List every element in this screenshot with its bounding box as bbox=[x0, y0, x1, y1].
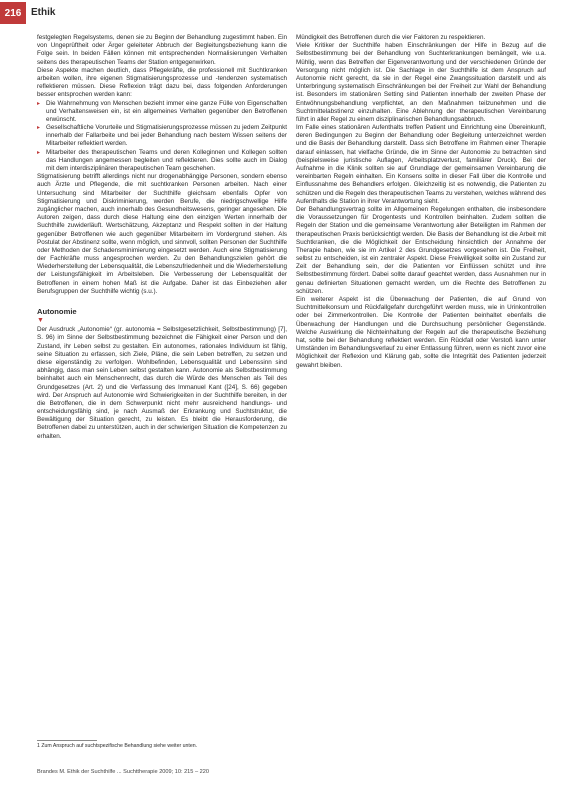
paragraph: Mündigkeit des Betroffenen durch die vier Faktoren zu respektieren. bbox=[296, 34, 486, 41]
paragraph: Viele Kritiker der Suchthilfe haben Einschränkungen der Hilfe in Bezug auf die Selbstbestimmung bei der Behandlung von Suchterkrankungen bemängelt, wie u.a. Mühlig, wenn das Betreffen der Eigenverantwortung und der verschiedenen Gründe der Versorgung nicht möglich ist. Die Sachlage in der Suchthilfe ist dem Anspruch auf Autonomie nicht gerecht, da sie in der Regel eine Zwangssituation darstellt und als Unterbringung systematisch Einschränkungen bei der Freiheit zur Wahl der Behandlung ist. Besonders im stationären Setting sind Patienten innerhalb der zweiten Phase der Entwöhnungsbehandlung verpflichtet, an den Maßnahmen teilzunehmen und die Suchtmittelabstinenz einzuhalten. Eine Ablehnung der therapeutischen Vereinbarung führt in aller Regel zu einem disziplinarischen Behandlungsabbruch. bbox=[296, 42, 546, 123]
paragraph: Stigmatisierung betrifft allerdings nicht nur drogenabhängige Personen, sondern ebenso auch Ärzte und Pflegende, die mit suchtkranken Personen arbeiten. Nach einer Untersuchung sind Mitarbeiter der Suchthilfe gleichsam ebenfalls Opfer von Stigmatisierung und Diskriminierung, werden Berufe, die niedrigschwellige Hilfe zugänglicher machen, auch innerhalb des Gesundheitswesens, geringer angesehen. Die Autoren zeigen, dass durch diese Haltung eine den einzigen Werten innerhalb der Suchthilfe zuwiderläuft. Wertschätzung, Akzeptanz und Respekt sollten in der Haltung gegenüber Betroffenen wie auch gegenüber Mitarbeitern im Vordergrund stehen. Als Postulat der Abstinenz sollte, wenn möglich, und sinnvoll, sollten Personen der Suchthilfe oder Methoden der Schadensminimierung eingesetzt werden. Auch eine Stigmatisierung der Fachkräfte muss angesprochen werden. Zu den Behandlungszielen gehört die Wiederherstellung der Lebensqualität, die Lebenszufriedenheit und die Wiederherstellung der Leistungsfähigkeit im Arbeitsleben. Die Verbesserung der Lebensqualität der Betroffenen in einem hohen Maß ist die Aufgabe. Daher ist das Einbeziehen aller Berufsgruppen der Suchthilfe wichtig (s.u.). bbox=[37, 173, 287, 295]
paragraph: Im Falle eines stationären Aufenthalts treffen Patient und Einrichtung eine Übereinkunft, deren Bedingungen zu Beginn der Behandlung oder Begleitung unterzeichnet werden und die Basis der Behandlung darstellt. Dass sich Betroffene im Rahmen einer Therapie darauf einlassen, hat vielfache Gründe, die im Sinne der Autonomie zu betrachten sind (beispielsweise juristische Auflagen, Arbeitsplatzverlust, familiärer Druck). Bei der Aufnahme in die Klinik sollten sie auf Grundlage der gemeinsamen Vereinbarung die vereinbarten Regeln einhalten. Ein Konsens sollte in dieser Fall über die Kontrolle und Einflussnahme des Behandlers erfolgen. Gleichzeitig ist es notwendig, die Patienten zu schützen und die Regeln des therapeutischen Teams zu verstehen, welches während des Aufenthalts die Station in ihrer Verantwortung sieht. bbox=[296, 124, 546, 205]
list-item: ▸ Mitarbeiter des therapeutischen Teams und deren Kolleginnen und Kollegen sollten das Handlungen angemessen begleiten und reflektieren. Dies sollte auch im Dialog mit dem interdisziplinären therapeutischen Team geschehen. bbox=[46, 149, 287, 174]
paragraph: Diese Aspekte machen deutlich, dass Pflegekräfte, die professionell mit Suchtkranken arbeiten wollen, ihre eigenen Stigmatisierungsprozesse und -tendenzen systematisch reflektieren müssen. Diese Reflexion trägt dazu bei, dass folgenden Anforderungen besser entsprochen werden kann: bbox=[37, 66, 287, 99]
bullet-list bbox=[37, 100, 287, 174]
triangle-marker-icon: ▼ bbox=[37, 317, 44, 325]
page-header bbox=[0, 0, 561, 28]
list-item: ▸ Gesellschaftliche Vorurteile und Stigmatisierungsprozesse müssen zu jedem Zeitpunkt innerhalb der Fallarbeite und bei jeder Behandlung nach bestem Wissen seitens der Mitarbeiter reflektiert werden. bbox=[46, 124, 287, 149]
page-number: 216 bbox=[0, 2, 26, 24]
paragraph: festgelegten Regelsystems, denen sie zu Beginn der Behandlung zugestimmt haben. Ein von Ungeprüftheit oder Ärger geleiteter Abbruch der Begleitungsbeziehung kann die Folge sein. In beiden Fällen können mit entsprechenden Normalisierungen Verhalten seitens des therapeutischen Teams der Station entgegenwirken. bbox=[37, 34, 287, 66]
running-section-title: Ethik bbox=[31, 7, 56, 18]
paragraph: Der Behandlungsvertrag sollte im Allgemeinen Regelungen enthalten, die insbesondere die Voraussetzungen für Drogentests und Kontrollen beinhalten. Zudem sollten die Regeln der Station und die gemeinsame Verantwortung aller Beteiligten im Rahmen der therapeutischen Praxis berücksichtigt werden. Die Basis der Behandlung ist die Arbeit mit Suchtkranken, die die Möglichkeit der Entscheidung hinsichtlich der Annahme der Therapie haben, wie sie im Artikel 2 des Grundgesetzes vorgesehen ist. Die Freiheit, selbst zu entscheiden, ist ein zentraler Aspekt. Diese Freiwilligkeit sollte ein Zustand zur Zeit der Behandlung sein, der die Patienten vor Einflüssen schützt und ihre Selbstbestimmung fördert. Dabei sollte darauf geachtet werden, dass Ausnahmen nur in genau definierten Situationen gemacht werden, um die Rechte des Betroffenen zu schützen. bbox=[296, 205, 546, 295]
right-column bbox=[296, 34, 546, 370]
left-column bbox=[37, 34, 287, 441]
footnote-divider bbox=[37, 740, 97, 741]
list-item: ▸ Die Wahrnehmung von Menschen bezieht immer eine ganze Fülle von Eigenschaften und Verhaltensweisen ein, ist ein allgemeines Verhalten gegenüber den Betroffenen erwünscht. bbox=[46, 100, 287, 125]
footnote: 1 Zum Anspruch auf suchtspezifische Behandlung siehe weiter unten. bbox=[37, 743, 198, 749]
paragraph: Der Ausdruck „Autonomie“ (gr. autonomia = Selbstgesetzlichkeit, Selbstbestimmung) [7], S. 96) im Sinne der Selbstbestimmung bezeichnet die Fähigkeit einer Person und den Zustand, ihr Leben selbst zu gestalten. Ein autonomes, rationales Individuum ist fähig, seine Situation zu erfassen, sich Ziele, Pläne, die sein Leben betreffen, zu setzen und diese eigenständig zu verfolgen. Wohlbefinden, Lebensqualität und Lebenssinn sind abhängig, dass man sein Leben selbst gestalten kann. Autonomie als Selbstbestimmung beinhaltet auch ein Menschenrecht, das durch die Würde des Menschen als Teil des Grundgesetzes (Art. 2) und die Verfassung des Immanuel Kant ([24], S. 66) gegeben wird. Der Anspruch auf Autonomie wird Schwierigkeiten in der Suchthilfe bereiten, in der die Betroffenen, die in dem Schwerpunkt nicht mehr ausreichend handlungs- und entscheidungsfähig sind, je nach Ausmaß der Erkrankung und Suchtstruktur, die Bewältigung der Situation gerecht, zu leisten. Es bleibt die Herausforderung, die Betroffenen dabei zu unterstützen, auch in der schwierigen Situation die Kompetenzen zu erhalten. bbox=[37, 326, 287, 440]
section-heading-autonomie: Autonomie bbox=[37, 307, 77, 316]
paragraph: Ein weiterer Aspekt ist die Überwachung der Patienten, die auf Grund von Suchtmittelkonsum und Rückfallgefahr durchgeführt werden muss, wie in Urinkontrollen oder bei Zimmerkontrollen. Die Kontrolle der Patienten beinhaltet ebenfalls die Überwachung der Handlungen und die Durchsuchung persönlicher Gegenstände. Welche Auswirkung die Nichteinhaltung der Regeln auf die therapeutische Beziehung hat, sollte bei der Behandlung reflektiert werden. Ein Rückfall oder Verstoß kann unter Umständen im Behandlungsverlauf zu einer Entlassung führen, wenn es nicht zuvor eine Möglichkeit der Reflexion und Klärung gab, sollte die Integrität des Patienten jederzeit gewahrt bleiben. bbox=[296, 296, 546, 369]
page-footer-citation: Brandes M. Ethik der Suchthilfe ... Suchttherapie 2009; 10: 215 – 220 bbox=[37, 769, 209, 775]
